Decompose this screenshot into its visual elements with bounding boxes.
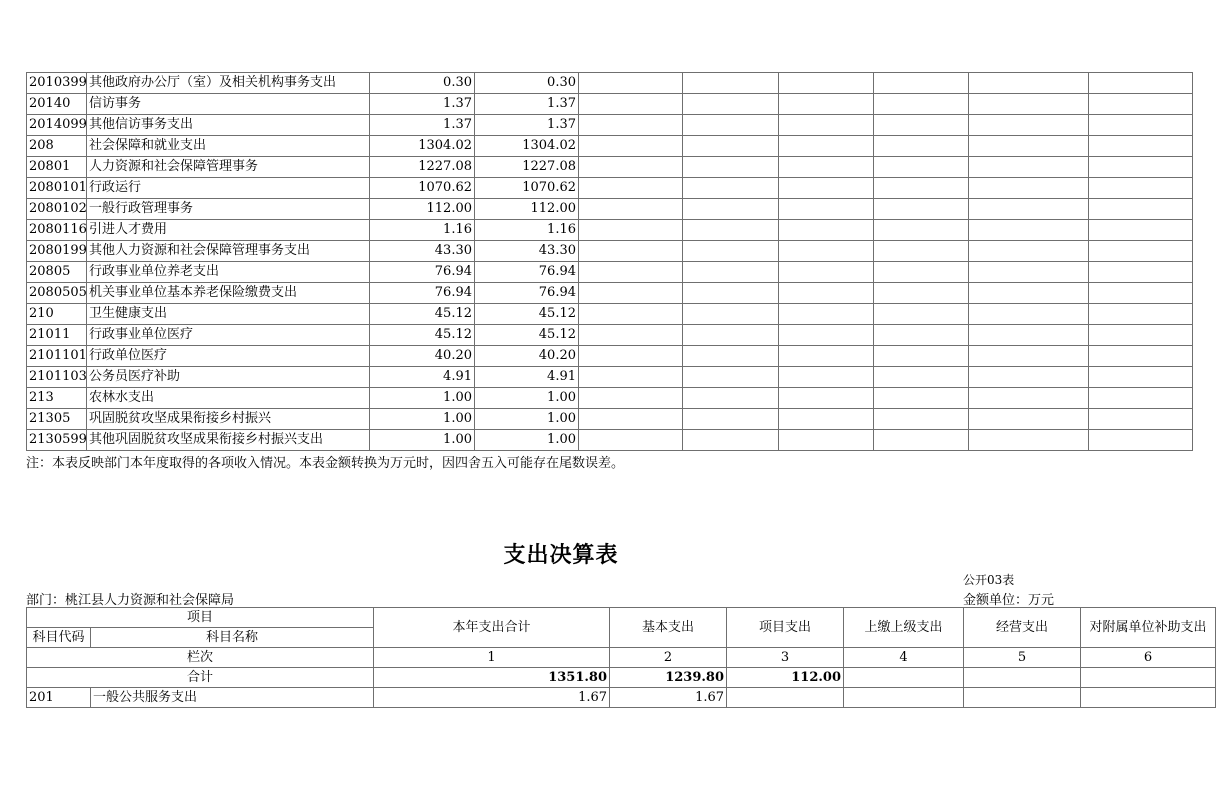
total-col3: 112.00 [727, 668, 844, 688]
table-row [27, 136, 1193, 157]
table-row [27, 388, 1193, 409]
table-row [27, 367, 1193, 388]
header-name: 科目名称 [91, 628, 374, 648]
empty-cell [579, 325, 683, 346]
row-name: 巩固脱贫攻坚成果衔接乡村振兴 [87, 409, 370, 430]
row-amount-1: 1.00 [370, 409, 475, 430]
empty-cell [969, 325, 1089, 346]
empty-cell [779, 346, 874, 367]
empty-cell [969, 199, 1089, 220]
row-code: 2130599 [27, 430, 87, 451]
empty-cell [1089, 136, 1193, 157]
empty-cell [1089, 115, 1193, 136]
empty-cell [579, 157, 683, 178]
row-col6 [1081, 688, 1216, 708]
index-row [27, 648, 1216, 668]
index-label: 栏次 [27, 648, 374, 668]
empty-cell [1089, 346, 1193, 367]
index-4: 4 [844, 648, 964, 668]
header-code: 科目代码 [27, 628, 91, 648]
row-amount-2: 45.12 [475, 304, 579, 325]
row-amount-2: 1227.08 [475, 157, 579, 178]
row-name: 其他人力资源和社会保障管理事务支出 [87, 241, 370, 262]
empty-cell [969, 409, 1089, 430]
empty-cell [874, 94, 969, 115]
row-amount-1: 1.37 [370, 94, 475, 115]
empty-cell [683, 136, 779, 157]
row-col5 [964, 688, 1081, 708]
empty-cell [779, 325, 874, 346]
row-name: 机关事业单位基本养老保险缴费支出 [87, 283, 370, 304]
amount-unit-label: 金额单位：万元 [963, 593, 1055, 608]
row-amount-1: 1070.62 [370, 178, 475, 199]
row-amount-2: 45.12 [475, 325, 579, 346]
total-col6 [1081, 668, 1216, 688]
index-6: 6 [1081, 648, 1216, 668]
row-code: 2014099 [27, 115, 87, 136]
total-col4 [844, 668, 964, 688]
row-code: 2080101 [27, 178, 87, 199]
empty-cell [874, 409, 969, 430]
row-code: 2101101 [27, 346, 87, 367]
empty-cell [779, 73, 874, 94]
empty-cell [969, 157, 1089, 178]
empty-cell [779, 157, 874, 178]
row-code: 2010399 [27, 73, 87, 94]
empty-cell [874, 325, 969, 346]
table-row [27, 73, 1193, 94]
empty-cell [969, 73, 1089, 94]
index-2: 2 [610, 648, 727, 668]
total-col2: 1239.80 [610, 668, 727, 688]
row-name: 公务员医疗补助 [87, 367, 370, 388]
table-row [27, 325, 1193, 346]
empty-cell [779, 178, 874, 199]
empty-cell [969, 367, 1089, 388]
empty-cell [969, 304, 1089, 325]
table-row [27, 283, 1193, 304]
empty-cell [874, 262, 969, 283]
row-amount-1: 1.00 [370, 430, 475, 451]
header-col6: 对附属单位补助支出 [1081, 608, 1216, 648]
empty-cell [683, 430, 779, 451]
empty-cell [779, 262, 874, 283]
row-code: 21011 [27, 325, 87, 346]
table-row [27, 304, 1193, 325]
table-row [27, 115, 1193, 136]
empty-cell [579, 346, 683, 367]
header-col3: 项目支出 [727, 608, 844, 648]
empty-cell [579, 94, 683, 115]
table-row [27, 430, 1193, 451]
empty-cell [1089, 430, 1193, 451]
header-col5: 经营支出 [964, 608, 1081, 648]
row-name: 引进人才费用 [87, 220, 370, 241]
row-amount-2: 76.94 [475, 283, 579, 304]
empty-cell [579, 409, 683, 430]
empty-cell [969, 178, 1089, 199]
empty-cell [683, 115, 779, 136]
empty-cell [683, 73, 779, 94]
row-amount-1: 45.12 [370, 304, 475, 325]
row-amount-1: 40.20 [370, 346, 475, 367]
table-row [27, 178, 1193, 199]
empty-cell [1089, 262, 1193, 283]
empty-cell [779, 199, 874, 220]
empty-cell [874, 367, 969, 388]
row-name: 行政事业单位养老支出 [87, 262, 370, 283]
empty-cell [683, 94, 779, 115]
empty-cell [969, 136, 1089, 157]
row-amount-2: 1.00 [475, 430, 579, 451]
empty-cell [969, 346, 1089, 367]
row-code: 20140 [27, 94, 87, 115]
row-name: 行政事业单位医疗 [87, 325, 370, 346]
empty-cell [874, 388, 969, 409]
empty-cell [579, 178, 683, 199]
empty-cell [874, 241, 969, 262]
row-code: 2080102 [27, 199, 87, 220]
row-code: 2101103 [27, 367, 87, 388]
empty-cell [874, 220, 969, 241]
empty-cell [874, 304, 969, 325]
empty-cell [683, 283, 779, 304]
empty-cell [779, 388, 874, 409]
empty-cell [779, 409, 874, 430]
empty-cell [969, 115, 1089, 136]
row-col1: 1.67 [374, 688, 610, 708]
row-name: 一般行政管理事务 [87, 199, 370, 220]
row-amount-2: 1.16 [475, 220, 579, 241]
income-detail-table [26, 72, 1193, 451]
row-name: 其他巩固脱贫攻坚成果衔接乡村振兴支出 [87, 430, 370, 451]
empty-cell [779, 94, 874, 115]
table-row [27, 220, 1193, 241]
empty-cell [779, 136, 874, 157]
empty-cell [683, 325, 779, 346]
row-name: 行政运行 [87, 178, 370, 199]
empty-cell [874, 73, 969, 94]
row-col4 [844, 688, 964, 708]
empty-cell [683, 304, 779, 325]
expense-table-title: 支出决算表 [503, 542, 619, 568]
empty-cell [969, 241, 1089, 262]
department-label: 部门：桃江县人力资源和社会保障局 [26, 593, 235, 608]
empty-cell [683, 262, 779, 283]
empty-cell [874, 283, 969, 304]
empty-cell [579, 262, 683, 283]
empty-cell [874, 346, 969, 367]
empty-cell [779, 367, 874, 388]
empty-cell [1089, 94, 1193, 115]
empty-cell [969, 283, 1089, 304]
header-col1: 本年支出合计 [374, 608, 610, 648]
empty-cell [683, 346, 779, 367]
row-amount-2: 76.94 [475, 262, 579, 283]
row-name: 一般公共服务支出 [91, 688, 374, 708]
empty-cell [874, 157, 969, 178]
header-item: 项目 [27, 608, 374, 628]
row-amount-1: 76.94 [370, 283, 475, 304]
empty-cell [874, 136, 969, 157]
row-amount-1: 1227.08 [370, 157, 475, 178]
row-code: 20801 [27, 157, 87, 178]
table-row [27, 262, 1193, 283]
row-code: 21305 [27, 409, 87, 430]
row-code: 210 [27, 304, 87, 325]
row-name: 人力资源和社会保障管理事务 [87, 157, 370, 178]
empty-cell [779, 220, 874, 241]
empty-cell [874, 430, 969, 451]
total-col1: 1351.80 [374, 668, 610, 688]
header-col2: 基本支出 [610, 608, 727, 648]
empty-cell [579, 136, 683, 157]
empty-cell [579, 115, 683, 136]
empty-cell [1089, 241, 1193, 262]
row-amount-1: 1.00 [370, 388, 475, 409]
empty-cell [969, 262, 1089, 283]
income-detail-body [27, 73, 1193, 451]
empty-cell [1089, 178, 1193, 199]
row-code: 20805 [27, 262, 87, 283]
empty-cell [779, 241, 874, 262]
row-code: 2080116 [27, 220, 87, 241]
table-row [27, 409, 1193, 430]
empty-cell [874, 178, 969, 199]
row-name: 卫生健康支出 [87, 304, 370, 325]
empty-cell [874, 199, 969, 220]
row-amount-1: 45.12 [370, 325, 475, 346]
table-row [27, 241, 1193, 262]
empty-cell [1089, 388, 1193, 409]
empty-cell [579, 199, 683, 220]
row-amount-2: 1.00 [475, 409, 579, 430]
row-amount-2: 43.30 [475, 241, 579, 262]
row-amount-2: 1304.02 [475, 136, 579, 157]
index-3: 3 [727, 648, 844, 668]
empty-cell [1089, 220, 1193, 241]
row-col2: 1.67 [610, 688, 727, 708]
empty-cell [683, 178, 779, 199]
index-1: 1 [374, 648, 610, 668]
empty-cell [683, 409, 779, 430]
empty-cell [683, 199, 779, 220]
empty-cell [683, 220, 779, 241]
table-row [27, 688, 1216, 708]
row-name: 信访事务 [87, 94, 370, 115]
row-code: 2080505 [27, 283, 87, 304]
row-code: 2080199 [27, 241, 87, 262]
empty-cell [579, 283, 683, 304]
row-amount-2: 4.91 [475, 367, 579, 388]
row-amount-2: 1070.62 [475, 178, 579, 199]
empty-cell [779, 115, 874, 136]
row-name: 其他政府办公厅（室）及相关机构事务支出 [87, 73, 370, 94]
row-name: 农林水支出 [87, 388, 370, 409]
row-amount-1: 1304.02 [370, 136, 475, 157]
empty-cell [969, 220, 1089, 241]
expense-table [26, 607, 1216, 708]
form-number: 公开03表 [963, 573, 1015, 587]
empty-cell [579, 430, 683, 451]
empty-cell [579, 73, 683, 94]
row-name: 其他信访事务支出 [87, 115, 370, 136]
empty-cell [1089, 409, 1193, 430]
table-row [27, 346, 1193, 367]
row-amount-2: 112.00 [475, 199, 579, 220]
empty-cell [1089, 304, 1193, 325]
empty-cell [1089, 283, 1193, 304]
table-note: 注：本表反映部门本年度取得的各项收入情况。本表金额转换为万元时，因四舍五入可能存在尾数误差。 [26, 456, 625, 471]
row-amount-2: 1.37 [475, 115, 579, 136]
empty-cell [874, 115, 969, 136]
empty-cell [579, 241, 683, 262]
total-col5 [964, 668, 1081, 688]
empty-cell [779, 304, 874, 325]
row-amount-1: 4.91 [370, 367, 475, 388]
row-amount-1: 76.94 [370, 262, 475, 283]
total-row [27, 668, 1216, 688]
row-amount-2: 40.20 [475, 346, 579, 367]
empty-cell [1089, 367, 1193, 388]
total-label: 合计 [27, 668, 374, 688]
row-name: 行政单位医疗 [87, 346, 370, 367]
row-amount-1: 112.00 [370, 199, 475, 220]
header-col4: 上缴上级支出 [844, 608, 964, 648]
table-row [27, 157, 1193, 178]
empty-cell [779, 430, 874, 451]
empty-cell [579, 367, 683, 388]
empty-cell [1089, 325, 1193, 346]
empty-cell [969, 388, 1089, 409]
empty-cell [683, 241, 779, 262]
empty-cell [969, 430, 1089, 451]
row-amount-1: 43.30 [370, 241, 475, 262]
row-amount-2: 1.00 [475, 388, 579, 409]
row-amount-2: 1.37 [475, 94, 579, 115]
row-code: 213 [27, 388, 87, 409]
empty-cell [683, 157, 779, 178]
row-amount-2: 0.30 [475, 73, 579, 94]
row-amount-1: 1.37 [370, 115, 475, 136]
row-code: 201 [27, 688, 91, 708]
table-row [27, 94, 1193, 115]
row-col3 [727, 688, 844, 708]
empty-cell [579, 388, 683, 409]
header-row-1 [27, 608, 1216, 628]
empty-cell [779, 283, 874, 304]
index-5: 5 [964, 648, 1081, 668]
empty-cell [579, 304, 683, 325]
empty-cell [683, 367, 779, 388]
empty-cell [683, 388, 779, 409]
empty-cell [579, 220, 683, 241]
empty-cell [1089, 73, 1193, 94]
row-name: 社会保障和就业支出 [87, 136, 370, 157]
row-code: 208 [27, 136, 87, 157]
empty-cell [1089, 199, 1193, 220]
empty-cell [969, 94, 1089, 115]
empty-cell [1089, 157, 1193, 178]
row-amount-1: 1.16 [370, 220, 475, 241]
row-amount-1: 0.30 [370, 73, 475, 94]
table-row [27, 199, 1193, 220]
